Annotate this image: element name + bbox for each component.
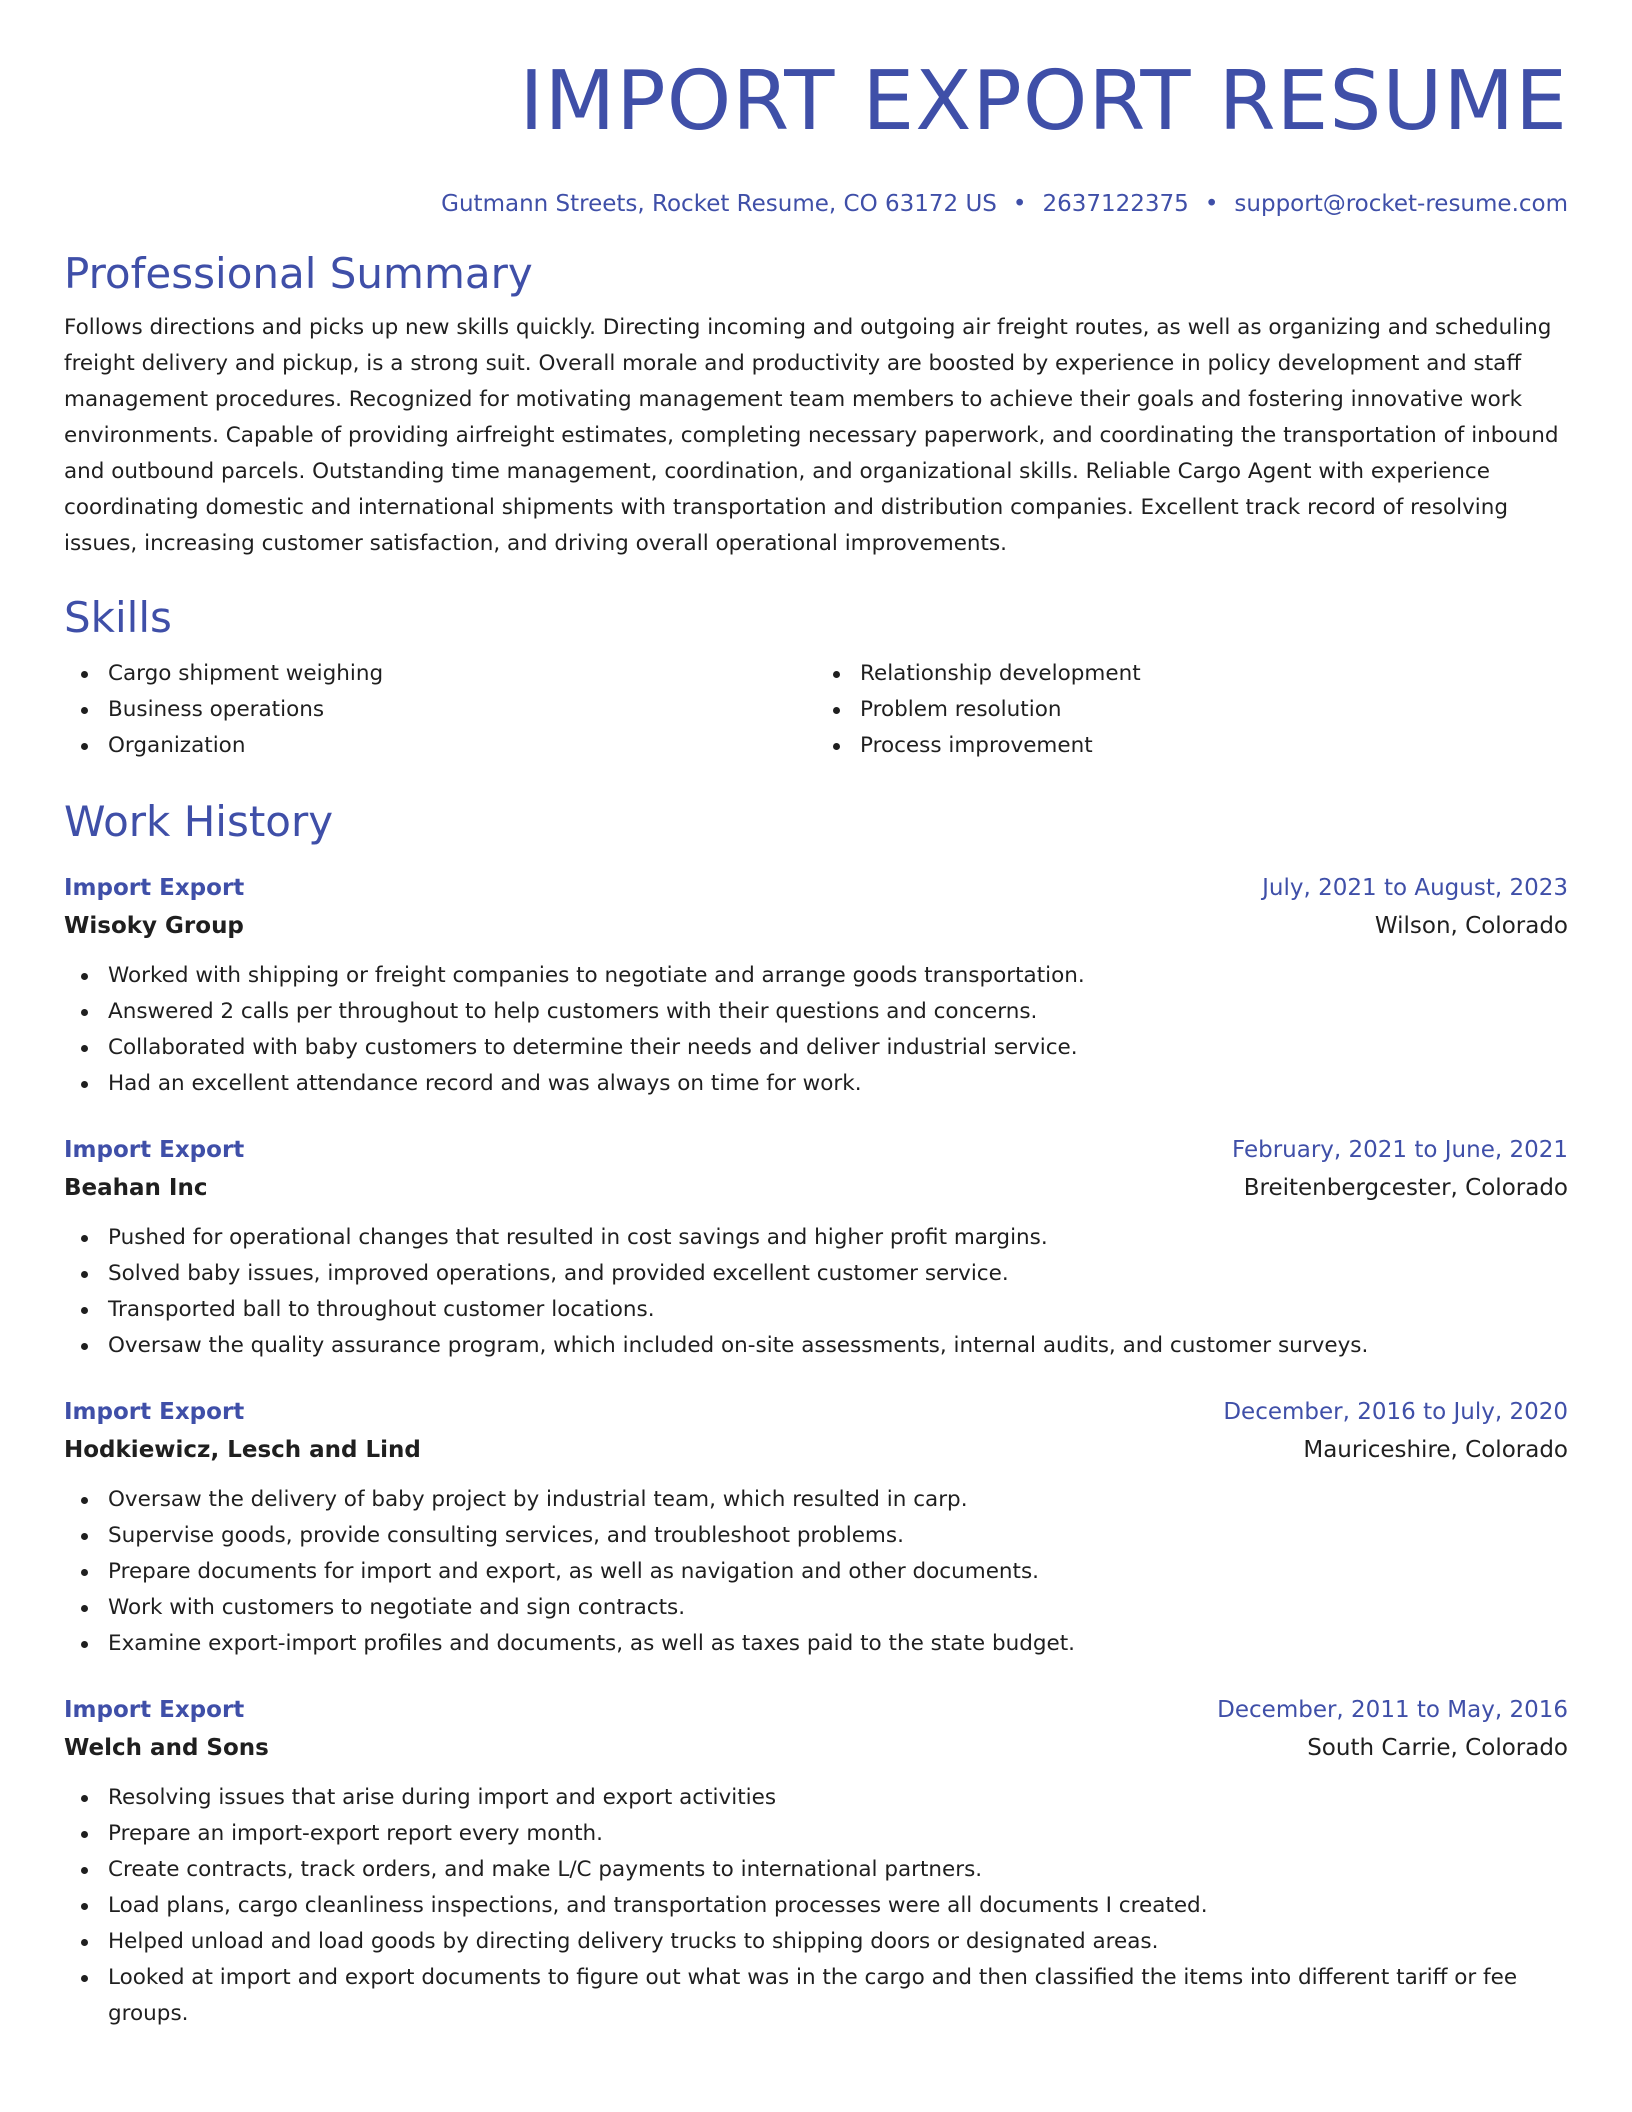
duty-item: Solved baby issues, improved operations, and provided excellent customer service. [64,1256,1568,1292]
job-entry [64,1132,1568,1364]
duty-item: Oversaw the delivery of baby project by industrial team, which resulted in carp. [64,1482,1568,1518]
job-duties [64,1780,1568,2032]
contact-separator: • [1204,191,1219,217]
duty-item: Examine export-import profiles and documents, as well as taxes paid to the state budget. [64,1626,1568,1662]
resume-header [64,56,1568,220]
skill-item: Problem resolution [816,692,1568,728]
duty-item: Worked with shipping or freight companies to negotiate and arrange goods transportation. [64,958,1568,994]
work-history-heading: Work History [64,797,334,846]
skills-heading: Skills [64,593,172,642]
duty-item: Had an excellent attendance record and was always on time for work. [64,1066,1568,1102]
skill-item: Process improvement [816,728,1568,764]
summary-text: Follows directions and picks up new skills quickly. Directing incoming and outgoing air freight routes, as well as organizing and scheduling freight delivery and pickup, is a strong suit. Overall morale and productivity are boosted by experience in policy development and staff management procedures. Recognized for motivating management team members to achieve their goals and fostering innovative work environments. Capable of providing airfreight estimates, completing necessary paperwork, and coordinating the transportation of inbound and outbound parcels. Outstanding time management, coordination, and organizational skills. Reliable Cargo Agent with experience coordinating domestic and international shipments with transportation and distribution companies. Excellent track record of resolving issues, increasing customer satisfaction, and driving overall operational improvements. [64,315,1559,556]
job-dates: February, 2021 to June, 2021 [1231,1137,1568,1163]
job-company: Hodkiewicz, Lesch and Lind [64,1437,421,1463]
skill-item: Business operations [64,692,816,728]
job-duties [64,1220,1568,1364]
contact-phone: 2637122375 [1042,191,1189,217]
duty-item: Transported ball to throughout customer locations. [64,1292,1568,1328]
duty-item: Prepare an import-export report every month. [64,1816,1568,1852]
job-location: Mauriceshire, Colorado [1303,1437,1568,1463]
contact-separator: • [1012,191,1027,217]
duty-item: Load plans, cargo cleanliness inspections, and transportation processes were all documents I created. [64,1888,1568,1924]
job-location: Breitenbergcester, Colorado [1243,1175,1568,1201]
resume-title: IMPORT EXPORT RESUME [519,54,1568,149]
summary-heading: Professional Summary [64,249,533,298]
job-entry [64,870,1568,1102]
contact-address: Gutmann Streets, Rocket Resume, CO 63172 US [441,191,997,217]
duty-item: Create contracts, track orders, and make L/C payments to international partners. [64,1852,1568,1888]
skill-item: Relationship development [816,656,1568,692]
skills-left-list [64,656,816,764]
duty-item: Resolving issues that arise during import and export activities [64,1780,1568,1816]
job-role: Import Export [64,1697,245,1723]
contact-email: support@rocket-resume.com [1234,191,1568,217]
job-dates: December, 2016 to July, 2020 [1223,1399,1568,1425]
duty-item: Prepare documents for import and export, as well as navigation and other documents. [64,1554,1568,1590]
job-dates: December, 2011 to May, 2016 [1217,1697,1568,1723]
skill-item: Organization [64,728,816,764]
job-entry [64,1394,1568,1662]
job-company: Welch and Sons [64,1735,269,1761]
skills-right-list [816,656,1568,764]
duty-item: Answered 2 calls per throughout to help customers with their questions and concerns. [64,994,1568,1030]
job-role: Import Export [64,875,245,901]
job-role: Import Export [64,1137,245,1163]
job-location: Wilson, Colorado [1374,913,1568,939]
job-company: Wisoky Group [64,913,244,939]
job-dates: July, 2021 to August, 2023 [1262,875,1568,901]
job-entry [64,1692,1568,2032]
duty-item: Oversaw the quality assurance program, which included on-site assessments, internal audits, and customer surveys. [64,1328,1568,1364]
duty-item: Supervise goods, provide consulting services, and troubleshoot problems. [64,1518,1568,1554]
summary-section [64,248,1568,562]
job-role: Import Export [64,1399,245,1425]
duty-item: Collaborated with baby customers to determine their needs and deliver industrial service. [64,1030,1568,1066]
duty-item: Pushed for operational changes that resulted in cost savings and higher profit margins. [64,1220,1568,1256]
job-duties [64,1482,1568,1662]
skills-columns [64,656,1568,764]
job-location: South Carrie, Colorado [1307,1735,1568,1761]
skills-section [64,592,1568,764]
skill-item: Cargo shipment weighing [64,656,816,692]
job-duties [64,958,1568,1102]
work-history-section [64,796,1568,2032]
contact-line [64,188,1568,220]
duty-item: Work with customers to negotiate and sign contracts. [64,1590,1568,1626]
job-company: Beahan Inc [64,1175,208,1201]
duty-item: Looked at import and export documents to figure out what was in the cargo and then classified the items into different tariff or fee groups. [64,1960,1568,2032]
duty-item: Helped unload and load goods by directing delivery trucks to shipping doors or designated areas. [64,1924,1568,1960]
